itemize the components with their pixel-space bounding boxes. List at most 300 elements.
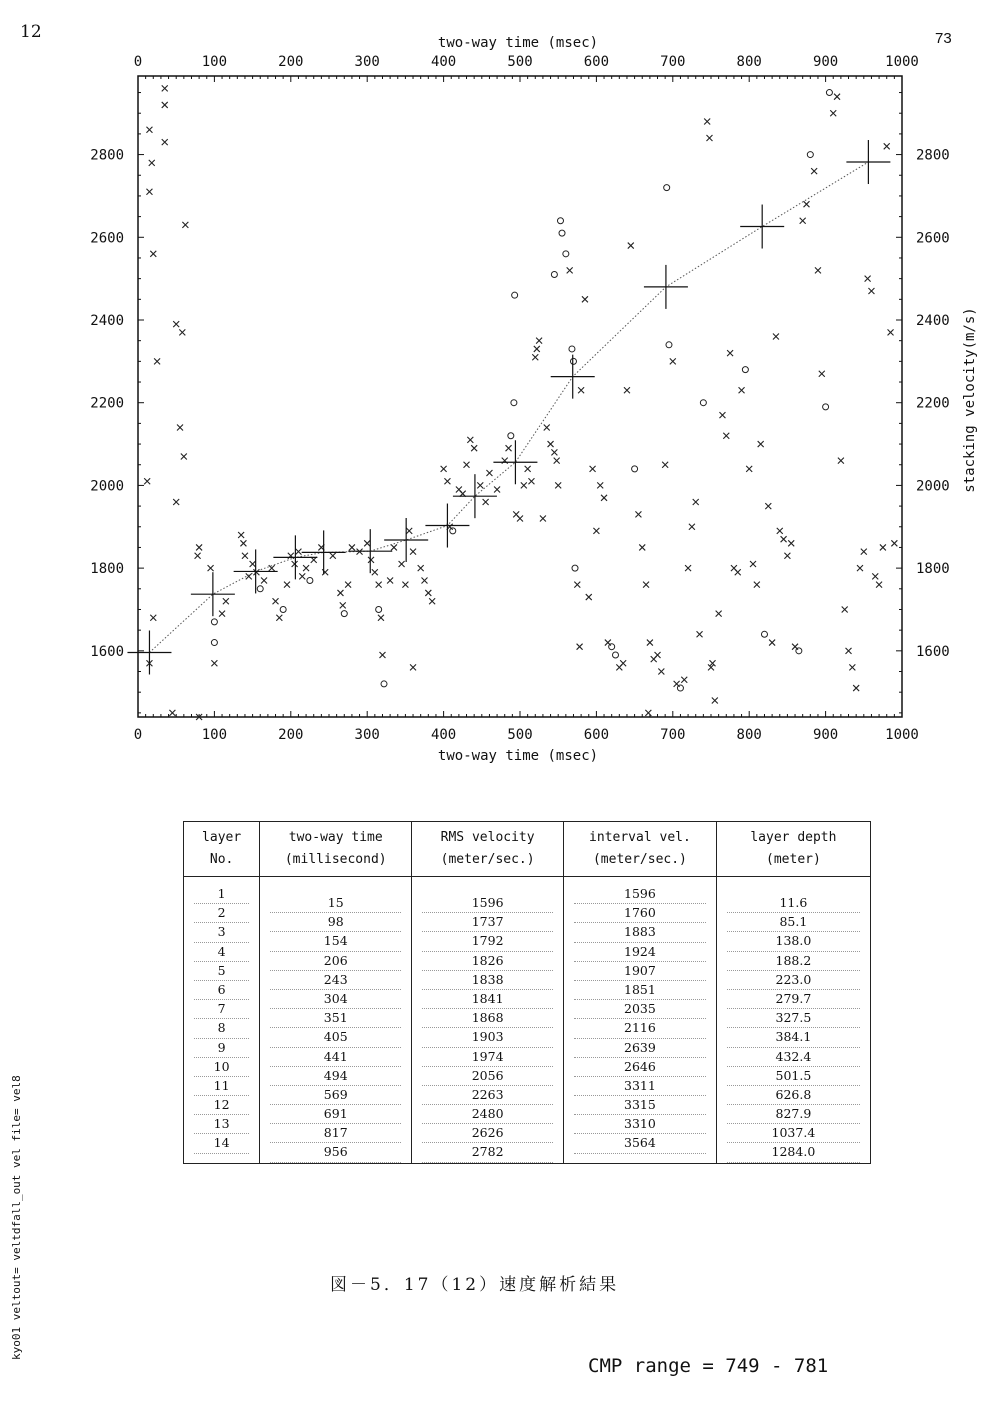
cross-point <box>169 710 175 716</box>
rms-velocity-cell: 1792 <box>422 932 553 951</box>
cross-point <box>548 441 554 447</box>
circle-point <box>211 619 217 625</box>
cross-point <box>804 201 810 207</box>
pick-crosshair <box>234 549 278 593</box>
x-axis-label-bottom: two-way time (msec) <box>437 748 599 764</box>
cross-point <box>857 565 863 571</box>
cross-point <box>811 168 817 174</box>
circle-point <box>666 342 672 348</box>
cross-point <box>250 561 256 567</box>
cross-point <box>211 660 217 666</box>
x-tick-label-bottom: 800 <box>736 727 762 743</box>
circle-point <box>632 466 638 472</box>
pick-crosshair <box>846 140 890 184</box>
layer-no-cell: 12 <box>194 1096 249 1115</box>
circle-point <box>700 400 706 406</box>
interval-vel-cell: 1924 <box>574 943 706 962</box>
interval-vel-cell: 3315 <box>574 1096 706 1115</box>
circle-point <box>613 652 619 658</box>
cross-point <box>554 458 560 464</box>
rms-velocity-cell: 1596 <box>422 894 553 913</box>
cross-point <box>181 453 187 459</box>
cross-point <box>536 338 542 344</box>
cross-point <box>525 466 531 472</box>
circle-point <box>742 367 748 373</box>
cross-point <box>376 582 382 588</box>
layer-depth-cell: 85.1 <box>727 913 860 932</box>
circle-point <box>807 152 813 158</box>
two-way-time-cell: 569 <box>270 1086 401 1105</box>
layer-no-cell: 4 <box>194 943 249 962</box>
cross-point <box>242 553 248 559</box>
layer-no-cell: 6 <box>194 981 249 1000</box>
y-tick-label-left: 1800 <box>90 561 124 578</box>
cross-point <box>693 499 699 505</box>
page-number-left: 12 <box>20 22 42 42</box>
x-tick-label-top: 0 <box>133 54 143 70</box>
interval-vel-cell: 1851 <box>574 981 706 1000</box>
cross-point <box>662 462 668 468</box>
cross-point <box>876 582 882 588</box>
cross-point <box>150 615 156 621</box>
cross-point <box>635 511 641 517</box>
y-tick-label-left: 1600 <box>90 643 124 660</box>
cross-point <box>337 590 343 596</box>
two-way-time-cell: 304 <box>270 990 401 1009</box>
x-tick-label-bottom: 700 <box>660 727 686 743</box>
circle-point <box>512 292 518 298</box>
semblance-points <box>144 85 897 720</box>
layer-no-cell: 7 <box>194 1000 249 1019</box>
cross-point <box>444 478 450 484</box>
x-tick-label-top: 600 <box>583 54 610 70</box>
y-tick-label-right: 1600 <box>916 643 950 660</box>
circle-point <box>664 185 670 191</box>
cross-point <box>788 540 794 546</box>
cross-point <box>577 644 583 650</box>
cross-point <box>784 553 790 559</box>
two-way-time-cell: 206 <box>270 952 401 971</box>
x-tick-label-bottom: 400 <box>430 727 457 743</box>
cross-point <box>685 565 691 571</box>
rms-velocity-cell: 2782 <box>422 1143 553 1162</box>
cross-point <box>639 544 645 550</box>
cross-point <box>345 582 351 588</box>
cross-point <box>846 648 852 654</box>
cross-point <box>471 445 477 451</box>
circle-point <box>381 681 387 687</box>
cross-point <box>834 94 840 100</box>
circle-point <box>563 251 569 257</box>
cross-point <box>819 371 825 377</box>
cross-point <box>144 478 150 484</box>
x-axis-label-top: two-way time (msec) <box>437 35 599 51</box>
cross-point <box>330 553 336 559</box>
x-tick-label-top: 500 <box>507 54 533 70</box>
cross-point <box>555 482 561 488</box>
column-two-way-time <box>260 885 411 1163</box>
rms-velocity-cell: 1737 <box>422 913 553 932</box>
cross-point <box>284 582 290 588</box>
y-tick-label-right: 2000 <box>916 478 950 495</box>
cross-point <box>295 549 301 555</box>
rms-velocity-cell: 2056 <box>422 1067 553 1086</box>
cross-point <box>276 615 282 621</box>
y-axis-label: stacking velocity(m/s) <box>962 307 978 493</box>
cross-point <box>704 118 710 124</box>
cmp-range: CMP range = 749 - 781 <box>588 1355 829 1377</box>
circle-point <box>572 565 578 571</box>
cross-point <box>865 276 871 282</box>
layer-depth-cell: 626.8 <box>727 1086 860 1105</box>
cross-point <box>528 478 534 484</box>
cross-point <box>149 160 155 166</box>
cross-point <box>624 387 630 393</box>
interval-vel-cell: 2035 <box>574 1000 706 1019</box>
cross-point <box>872 573 878 579</box>
cross-point <box>754 582 760 588</box>
cross-point <box>586 594 592 600</box>
cross-point <box>368 557 374 563</box>
layer-depth-cell: 384.1 <box>727 1028 860 1047</box>
cross-point <box>429 598 435 604</box>
cross-point <box>551 449 557 455</box>
y-tick-label-left: 2200 <box>90 395 124 412</box>
cross-point <box>425 590 431 596</box>
layer-no-cell: 13 <box>194 1115 249 1134</box>
cross-point <box>567 267 573 273</box>
two-way-time-cell: 243 <box>270 971 401 990</box>
cross-point <box>773 334 779 340</box>
y-tick-label-right: 2800 <box>916 147 950 164</box>
cross-point <box>410 664 416 670</box>
cross-point <box>838 458 844 464</box>
circle-point <box>677 685 683 691</box>
cross-point <box>620 660 626 666</box>
cross-point <box>303 565 309 571</box>
x-tick-label-top: 800 <box>736 54 762 70</box>
x-tick-label-top: 900 <box>812 54 839 70</box>
two-way-time-cell: 956 <box>270 1143 401 1162</box>
cross-point <box>574 582 580 588</box>
circle-point <box>559 230 565 236</box>
pick-crosshair <box>740 205 784 249</box>
header-layer-no: layer No. <box>184 822 260 877</box>
cross-point <box>391 544 397 550</box>
y-tick-label-left: 2000 <box>90 478 124 495</box>
cross-point <box>815 267 821 273</box>
circle-point <box>551 272 557 278</box>
layer-depth-cell: 501.5 <box>727 1067 860 1086</box>
cross-point <box>645 710 651 716</box>
pick-crosshair <box>425 504 469 548</box>
two-way-time-cell: 494 <box>270 1067 401 1086</box>
layer-depth-cell: 1284.0 <box>727 1143 860 1162</box>
pick-crosshair <box>127 630 171 674</box>
layer-no-cell: 2 <box>194 904 249 923</box>
cross-point <box>379 652 385 658</box>
cross-point <box>597 482 603 488</box>
layer-no-cell: 14 <box>194 1134 249 1153</box>
cross-point <box>521 482 527 488</box>
cross-point <box>884 143 890 149</box>
header-layer-depth: layer depth (meter) <box>716 822 870 877</box>
cross-point <box>712 697 718 703</box>
cross-point <box>658 669 664 675</box>
circle-point <box>211 640 217 646</box>
layer-no-cell: 5 <box>194 962 249 981</box>
layer-depth-cell: 432.4 <box>727 1048 860 1067</box>
cross-point <box>240 540 246 546</box>
cross-point <box>888 329 894 335</box>
cross-point <box>697 631 703 637</box>
x-tick-label-bottom: 900 <box>812 727 839 743</box>
header-rms-velocity: RMS velocity (meter/sec.) <box>412 822 564 877</box>
cross-point <box>758 441 764 447</box>
cross-point <box>173 499 179 505</box>
two-way-time-cell: 15 <box>270 894 401 913</box>
cross-point <box>800 218 806 224</box>
cross-point <box>223 598 229 604</box>
cross-point <box>723 433 729 439</box>
circle-point <box>307 578 313 584</box>
column-rms-velocity <box>412 885 563 1163</box>
circle-point <box>257 586 263 592</box>
two-way-time-cell: 405 <box>270 1028 401 1047</box>
cross-point <box>735 569 741 575</box>
x-tick-label-top: 1000 <box>885 54 919 70</box>
cross-point <box>849 664 855 670</box>
circle-point <box>341 611 347 617</box>
side-label: kyo01 veltout= veltdfall_out vel file= vel8 <box>10 1075 23 1360</box>
y-tick-label-left: 2400 <box>90 312 124 329</box>
column-layer-depth <box>717 885 870 1163</box>
cross-point <box>410 549 416 555</box>
layer-depth-cell: 11.6 <box>727 894 860 913</box>
cross-point <box>842 606 848 612</box>
two-way-time-cell: 441 <box>270 1048 401 1067</box>
cross-point <box>643 582 649 588</box>
pick-crosshair <box>273 535 317 579</box>
cross-point <box>483 499 489 505</box>
interval-vel-cell: 2646 <box>574 1058 706 1077</box>
cross-point <box>517 515 523 521</box>
two-way-time-cell: 351 <box>270 1009 401 1028</box>
pick-crosshair <box>453 474 497 518</box>
layer-depth-cell: 188.2 <box>727 952 860 971</box>
y-tick-label-left: 2600 <box>90 230 124 247</box>
pick-crosshair <box>493 440 537 484</box>
cross-point <box>494 487 500 493</box>
results-table <box>183 821 871 1164</box>
cross-point <box>670 358 676 364</box>
x-tick-label-top: 700 <box>660 54 686 70</box>
x-tick-label-bottom: 500 <box>507 727 533 743</box>
cross-point <box>364 540 370 546</box>
cross-point <box>464 462 470 468</box>
cross-point <box>349 544 355 550</box>
cross-point <box>179 329 185 335</box>
x-tick-label-bottom: 0 <box>133 727 143 743</box>
y-tick-label-right: 2600 <box>916 230 950 247</box>
cross-point <box>727 350 733 356</box>
cross-point <box>891 540 897 546</box>
cross-point <box>146 127 152 133</box>
cross-point <box>146 189 152 195</box>
two-way-time-cell: 691 <box>270 1105 401 1124</box>
cross-point <box>177 425 183 431</box>
pick-crosshair <box>302 530 346 574</box>
cross-point <box>582 296 588 302</box>
cross-point <box>196 544 202 550</box>
cross-point <box>162 102 168 108</box>
velocity-picks <box>127 140 890 674</box>
cross-point <box>868 288 874 294</box>
x-tick-label-top: 300 <box>354 54 380 70</box>
y-tick-label-right: 2400 <box>916 312 950 329</box>
rms-velocity-cell: 2626 <box>422 1124 553 1143</box>
circle-point <box>450 528 456 534</box>
cross-point <box>182 222 188 228</box>
cross-point <box>246 573 252 579</box>
cross-point <box>162 85 168 91</box>
cross-point <box>746 466 752 472</box>
interval-vel-cell: 1596 <box>574 885 706 904</box>
interval-vel-cell: 1883 <box>574 923 706 942</box>
layer-no-cell: 3 <box>194 923 249 942</box>
column-interval-vel <box>564 885 716 1154</box>
page-number-right: 73 <box>935 30 952 47</box>
interval-vel-cell: 1907 <box>574 962 706 981</box>
cross-point <box>578 387 584 393</box>
interval-vel-cell: 3311 <box>574 1077 706 1096</box>
cross-point <box>441 466 447 472</box>
cross-point <box>777 528 783 534</box>
two-way-time-cell: 98 <box>270 913 401 932</box>
cross-point <box>880 544 886 550</box>
interval-vel-cell: 1760 <box>574 904 706 923</box>
figure-caption: 図－5．17（12）速度解析結果 <box>330 1275 620 1295</box>
rms-velocity-cell: 1974 <box>422 1048 553 1067</box>
circle-point <box>823 404 829 410</box>
cross-point <box>299 573 305 579</box>
circle-point <box>761 631 767 637</box>
rms-velocity-cell: 1903 <box>422 1028 553 1047</box>
cross-point <box>681 677 687 683</box>
layer-depth-cell: 827.9 <box>727 1105 860 1124</box>
x-tick-label-top: 100 <box>201 54 228 70</box>
cross-point <box>387 578 393 584</box>
rms-velocity-cell: 1868 <box>422 1009 553 1028</box>
rms-velocity-cell: 1841 <box>422 990 553 1009</box>
layer-depth-cell: 138.0 <box>727 932 860 951</box>
rms-velocity-cell: 1826 <box>422 952 553 971</box>
cross-point <box>719 412 725 418</box>
cross-point <box>544 425 550 431</box>
cross-point <box>418 565 424 571</box>
cross-point <box>195 553 201 559</box>
cross-point <box>765 503 771 509</box>
cross-point <box>593 528 599 534</box>
cross-point <box>655 652 661 658</box>
circle-point <box>508 433 514 439</box>
cross-point <box>399 561 405 567</box>
cross-point <box>422 578 428 584</box>
x-tick-label-bottom: 100 <box>201 727 228 743</box>
circle-point <box>796 648 802 654</box>
pick-crosshair <box>551 355 595 399</box>
pick-crosshair <box>191 572 235 616</box>
cross-point <box>532 354 538 360</box>
layer-no-cell: 1 <box>194 885 249 904</box>
layer-no-cell: 9 <box>194 1039 249 1058</box>
layer-no-cell: 10 <box>194 1058 249 1077</box>
rms-velocity-cell: 1838 <box>422 971 553 990</box>
x-tick-label-top: 400 <box>430 54 457 70</box>
plot-frame <box>138 76 902 717</box>
two-way-time-cell: 154 <box>270 932 401 951</box>
cross-point <box>477 482 483 488</box>
cross-point <box>706 135 712 141</box>
chart-axes <box>90 54 949 743</box>
circle-point <box>280 606 286 612</box>
y-tick-label-left: 2800 <box>90 147 124 164</box>
circle-point <box>557 218 563 224</box>
y-tick-label-right: 2200 <box>916 395 950 412</box>
cross-point <box>689 524 695 530</box>
cross-point <box>628 243 634 249</box>
cross-point <box>716 611 722 617</box>
circle-point <box>511 400 517 406</box>
interval-vel-cell: 2116 <box>574 1019 706 1038</box>
cross-point <box>750 561 756 567</box>
y-tick-label-right: 1800 <box>916 561 950 578</box>
cross-point <box>150 251 156 257</box>
cross-point <box>208 565 214 571</box>
cross-point <box>540 515 546 521</box>
header-two-way-time: two-way time (millisecond) <box>260 822 412 877</box>
circle-point <box>609 644 615 650</box>
cross-point <box>292 561 298 567</box>
cross-point <box>238 532 244 538</box>
cross-point <box>173 321 179 327</box>
cross-point <box>590 466 596 472</box>
cross-point <box>739 387 745 393</box>
interval-vel-cell: 3310 <box>574 1115 706 1134</box>
layer-depth-cell: 1037.4 <box>727 1124 860 1143</box>
layer-no-cell: 8 <box>194 1019 249 1038</box>
header-interval-vel: interval vel. (meter/sec.) <box>564 822 717 877</box>
circle-point <box>570 358 576 364</box>
x-tick-label-top: 200 <box>278 54 304 70</box>
circle-point <box>569 346 575 352</box>
cross-point <box>378 615 384 621</box>
cross-point <box>769 640 775 646</box>
pick-trend-line <box>149 162 868 652</box>
cross-point <box>261 578 267 584</box>
x-tick-label-bottom: 200 <box>278 727 304 743</box>
circle-point <box>826 90 832 96</box>
x-tick-label-bottom: 300 <box>354 727 380 743</box>
x-tick-label-bottom: 600 <box>583 727 610 743</box>
rms-velocity-cell: 2480 <box>422 1105 553 1124</box>
column-layer-no <box>184 885 259 1154</box>
layer-depth-cell: 279.7 <box>727 990 860 1009</box>
cross-point <box>162 139 168 145</box>
pick-crosshair <box>348 529 392 573</box>
x-tick-label-bottom: 1000 <box>885 727 919 743</box>
cross-point <box>601 495 607 501</box>
